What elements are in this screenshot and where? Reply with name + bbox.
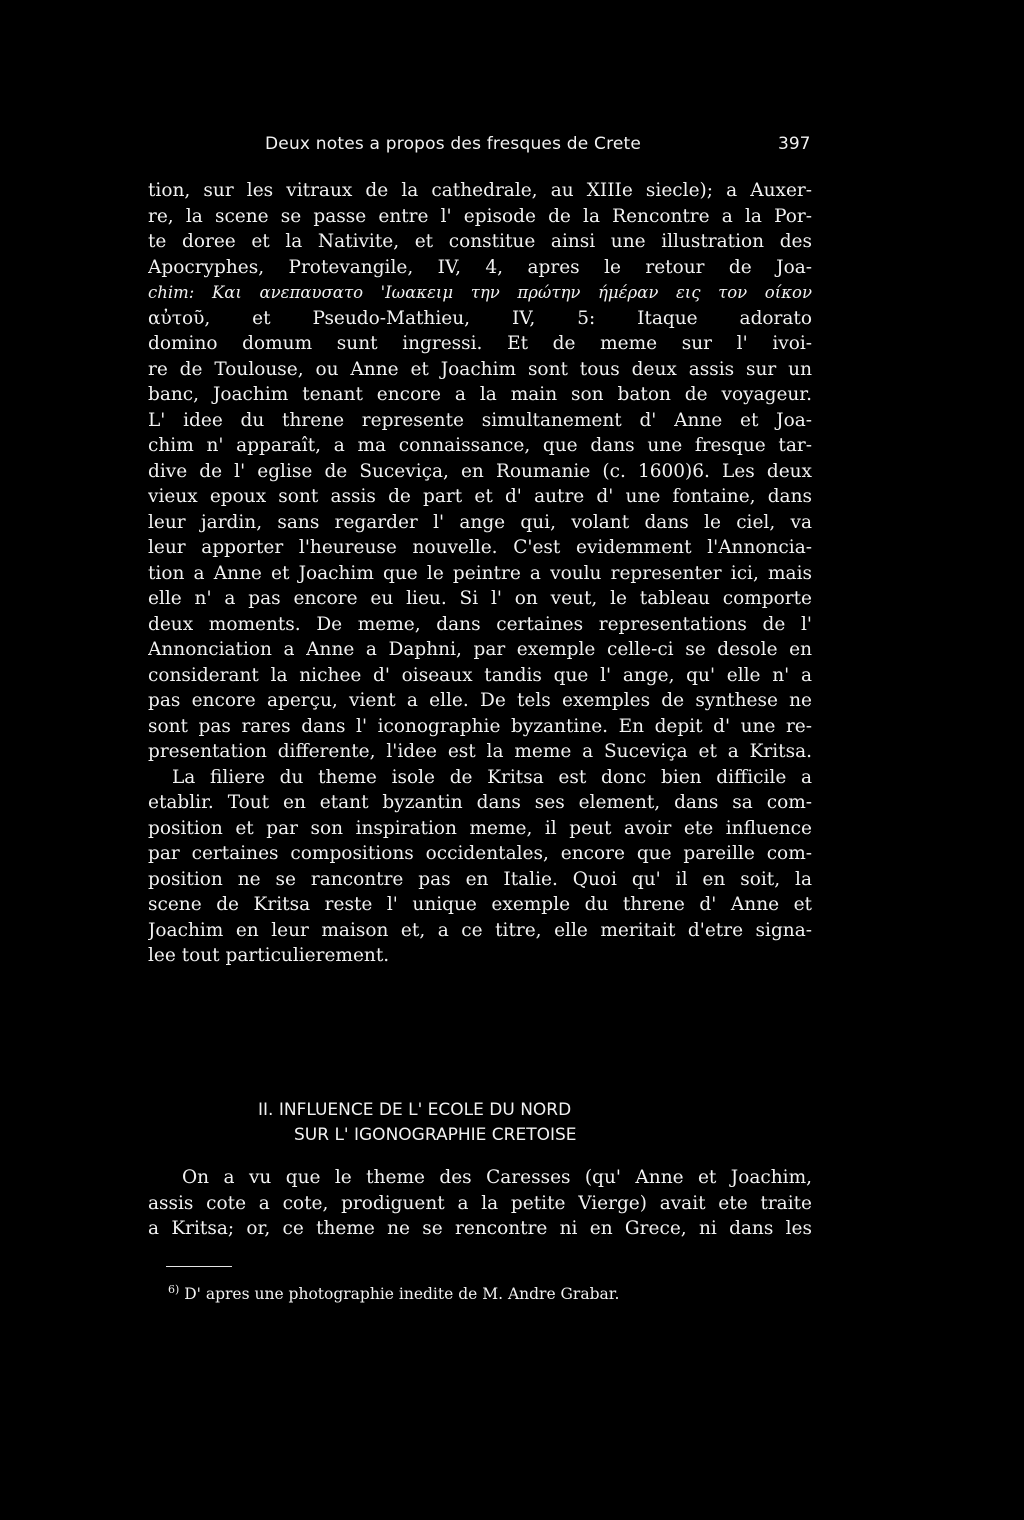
text-line: re de Toulouse, ou Anne et Joachim sont tous deux assis sur un xyxy=(148,358,812,380)
text-line: L' idee du threne represente simultanement d' Anne et Joa- xyxy=(148,409,812,431)
text-line: scene de Kritsa reste l' unique exemple du threne d' Anne et xyxy=(148,894,812,915)
text-line: Apocryphes, Protevangile, IV, 4, apres le retour de Joa- xyxy=(148,256,812,278)
text-line: a Kritsa; or, ce theme ne se rencontre ni en Grece, ni dans les xyxy=(148,1218,812,1239)
section-text xyxy=(148,1165,812,1242)
text-line: etablir. Tout en etant byzantin dans ses element, dans sa com- xyxy=(148,792,812,813)
text-line: assis cote a cote, prodiguent a la petite Vierge) avait ete traite xyxy=(148,1192,812,1214)
text-line: Annonciation a Anne a Daphni, par exemple celle-ci se desole en xyxy=(148,639,812,660)
footnote-marker: 6) xyxy=(168,1282,180,1296)
section-heading-line: II. INFLUENCE DE L' ECOLE DU NORD xyxy=(258,1100,572,1120)
text-line: re, la scene se passe entre l' episode de la Rencontre a la Por- xyxy=(148,205,812,227)
section-heading-line: SUR L' IGONOGRAPHIE CRETOISE xyxy=(294,1125,577,1145)
greek-quote-line: chim: Και ανεπαυσατο 'Ιωακειμ την πρώτην ήμέραν εις τον οίκον xyxy=(148,283,812,302)
text-line: vieux epoux sont assis de part et d' autre d' une fontaine, dans xyxy=(148,486,812,507)
text-line: position ne se rancontre pas en Italie. Quoi qu' il en soit, la xyxy=(148,868,812,890)
text-line: te doree et la Nativite, et constitue ainsi une illustration des xyxy=(148,231,812,252)
text-line: tion a Anne et Joachim que le peintre a voulu representer ici, mais xyxy=(148,562,812,584)
running-title: Deux notes a propos des fresques de Crete xyxy=(265,134,642,154)
text-line: position et par son inspiration meme, il peut avoir ete influence xyxy=(148,817,812,839)
text-line: pas encore aperçu, vient a elle. De tels exemples de synthese ne xyxy=(148,690,812,711)
text-line: On a vu que le theme des Caresses (qu' Anne et Joachim, xyxy=(182,1167,812,1188)
section-heading xyxy=(258,1098,577,1148)
page-number: 397 xyxy=(778,134,811,154)
text-line: leur apporter l'heureuse nouvelle. C'est evidemment l'Annoncia- xyxy=(148,537,812,558)
text-line: αὐτοῦ, et Pseudo-Mathieu, IV, 5: Itaque adorato xyxy=(148,307,812,329)
body-text xyxy=(148,178,812,969)
text-line: presentation differente, l'idee est la meme a Suceviça et a Kritsa. xyxy=(148,741,812,762)
text-line: leur jardin, sans regarder l' ange qui, volant dans le ciel, va xyxy=(148,511,812,533)
text-line: lee tout particulierement. xyxy=(148,945,390,966)
text-line: dive de l' eglise de Suceviça, en Roumanie (c. 1600)6. Les deux xyxy=(148,460,812,482)
text-line: Joachim en leur maison et, a ce titre, elle meritait d'etre signa- xyxy=(148,919,812,941)
text-line: chim n' apparaît, a ma connaissance, que dans une fresque tar- xyxy=(148,435,812,456)
text-line: La filiere du theme isole de Kritsa est donc bien difficile a xyxy=(172,766,812,788)
text-line: considerant la nichee d' oiseaux tandis que l' ange, qu' elle n' a xyxy=(148,664,812,686)
footnote xyxy=(168,1283,619,1305)
footnote-divider xyxy=(166,1266,232,1267)
text-line: tion, sur les vitraux de la cathedrale, au XIIIe siecle); a Auxer- xyxy=(148,180,812,201)
text-line: sont pas rares dans l' iconographie byzantine. En depit d' une re- xyxy=(148,715,812,737)
page-header xyxy=(0,130,1024,160)
text-line: elle n' a pas encore eu lieu. Si l' on veut, le tableau comporte xyxy=(148,588,812,609)
text-line: par certaines compositions occidentales, encore que pareille com- xyxy=(148,843,812,864)
text-line: deux moments. De meme, dans certaines representations de l' xyxy=(148,613,812,635)
footnote-text: D' apres une photographie inedite de M. Andre Grabar. xyxy=(184,1285,620,1303)
text-line: domino domum sunt ingressi. Et de meme sur l' ivoi- xyxy=(148,333,812,354)
text-line: banc, Joachim tenant encore a la main son baton de voyageur. xyxy=(148,384,812,405)
